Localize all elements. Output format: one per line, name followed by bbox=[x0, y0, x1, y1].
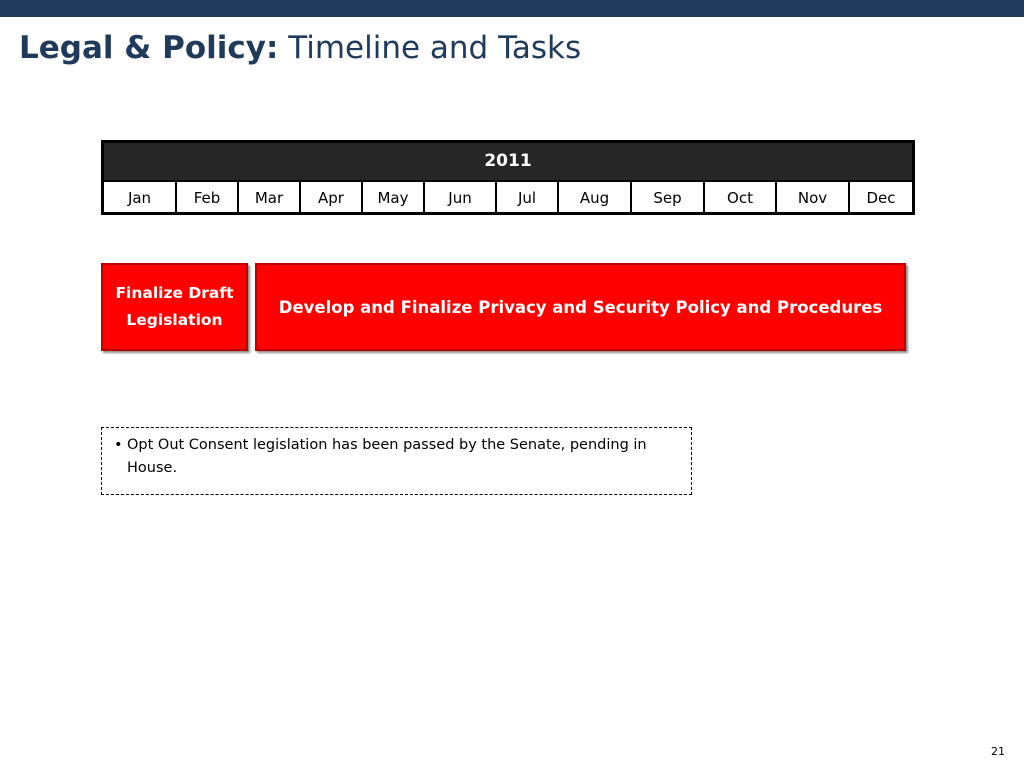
header-band bbox=[0, 0, 1024, 17]
slide-title bbox=[19, 28, 581, 68]
month-aug: Aug bbox=[559, 182, 632, 214]
month-jul: Jul bbox=[497, 182, 559, 214]
timeline-table bbox=[101, 140, 915, 215]
page-number: 21 bbox=[991, 745, 1005, 758]
timeline-months bbox=[104, 180, 912, 214]
month-apr: Apr bbox=[301, 182, 363, 214]
month-nov: Nov bbox=[777, 182, 850, 214]
task-develop-privacy-security-policy: Develop and Finalize Privacy and Security Policy and Procedures bbox=[255, 263, 906, 351]
timeline-year: 2011 bbox=[104, 143, 912, 180]
bullet-icon: • bbox=[114, 437, 123, 453]
status-note-item bbox=[114, 434, 683, 480]
slide-title-subtitle: Timeline and Tasks bbox=[288, 30, 582, 66]
month-sep: Sep bbox=[632, 182, 705, 214]
month-jan: Jan bbox=[104, 182, 177, 214]
month-dec: Dec bbox=[866, 189, 896, 207]
month-oct: Oct bbox=[705, 182, 777, 214]
status-note-box bbox=[101, 427, 692, 495]
slide-title-section: Legal & Policy: bbox=[19, 30, 279, 66]
status-note-text: Opt Out Consent legislation has been passed by the Senate, pending in House. bbox=[127, 437, 647, 476]
month-may: May bbox=[363, 182, 425, 214]
month-feb: Feb bbox=[177, 182, 239, 214]
month-mar: Mar bbox=[239, 182, 301, 214]
task-finalize-draft-legislation: Finalize Draft Legislation bbox=[101, 263, 248, 351]
month-jun: Jun bbox=[425, 182, 497, 214]
